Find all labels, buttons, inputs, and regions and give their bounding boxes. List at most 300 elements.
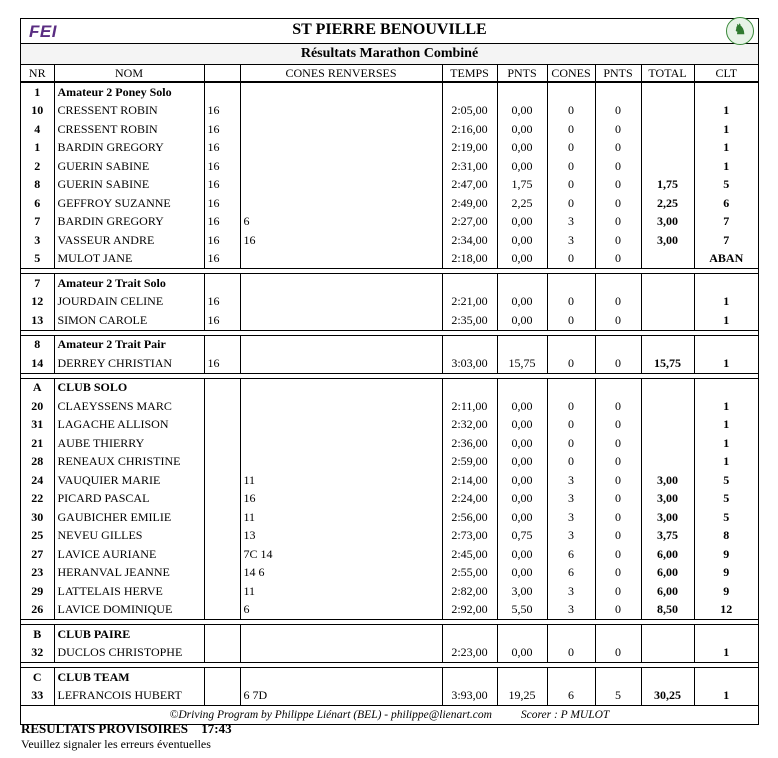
- cell-pnts-2: 0: [595, 397, 641, 416]
- cell-clt: 1: [723, 645, 730, 660]
- cell-temps: 2:21,00: [442, 293, 497, 312]
- cell-pnts-2: 0: [595, 354, 641, 373]
- cell-n: [204, 687, 240, 706]
- cell-n: 16: [204, 157, 240, 176]
- cell-pnts: 0,00: [497, 490, 547, 509]
- cell-cones: 6: [547, 687, 595, 706]
- cell-clt: 5: [723, 491, 730, 506]
- cell-total: 3,00: [641, 508, 694, 527]
- cell-cones-renverses: 6: [240, 213, 442, 232]
- empty-cell: [641, 668, 694, 687]
- cell-n: 16: [204, 293, 240, 312]
- cell-temps: 2:47,00: [442, 176, 497, 195]
- category-row: [21, 82, 758, 102]
- cell-clt: 8: [723, 528, 730, 543]
- table-row: [21, 471, 758, 490]
- cell-nr: 22: [21, 490, 54, 509]
- cell-total: [641, 102, 694, 121]
- empty-cell: [547, 82, 595, 102]
- cell-pnts-2: 0: [595, 139, 641, 158]
- cell-pnts: 0,00: [497, 250, 547, 269]
- cell-n: 16: [204, 120, 240, 139]
- cell-total: [641, 293, 694, 312]
- cell-cones: 3: [547, 490, 595, 509]
- empty-cell: [442, 378, 497, 397]
- cell-total: [641, 139, 694, 158]
- cell-nom: GAUBICHER EMILIE: [54, 508, 204, 527]
- cell-total: 3,00: [641, 490, 694, 509]
- cell-pnts-2: 0: [595, 311, 641, 330]
- cell-total: [641, 453, 694, 472]
- cell-n: [204, 644, 240, 663]
- empty-cell: [204, 335, 240, 354]
- empty-cell: [641, 274, 694, 293]
- table-row: [21, 601, 758, 620]
- empty-cell: [547, 668, 595, 687]
- cell-nom: AUBE THIERRY: [54, 434, 204, 453]
- cell-pnts-2: 0: [595, 213, 641, 232]
- empty-cell: [497, 335, 547, 354]
- cell-pnts: 0,00: [497, 157, 547, 176]
- cell-pnts: 0,00: [497, 471, 547, 490]
- cell-pnts-2: 0: [595, 490, 641, 509]
- cell-clt: 9: [723, 546, 730, 561]
- cell-total: [641, 644, 694, 663]
- table-row: [21, 354, 758, 373]
- provisional-label: RESULTATS PROVISOIRES: [21, 721, 189, 736]
- cell-pnts: 0,00: [497, 139, 547, 158]
- empty-cell: [595, 668, 641, 687]
- cell-clt: 1: [723, 355, 730, 370]
- cell-n: 16: [204, 311, 240, 330]
- cell-pnts: 0,00: [497, 564, 547, 583]
- cell-pnts: 0,00: [497, 293, 547, 312]
- cell-nr: 4: [21, 120, 54, 139]
- cell-temps: 2:56,00: [442, 508, 497, 527]
- empty-cell: [595, 335, 641, 354]
- cell-temps: 2:32,00: [442, 416, 497, 435]
- category-name: CLUB PAIRE: [54, 625, 204, 644]
- empty-cell: [694, 82, 758, 102]
- empty-cell: [595, 625, 641, 644]
- provisional-results: [21, 721, 232, 737]
- cell-nr: 31: [21, 416, 54, 435]
- cell-cones-renverses: [240, 120, 442, 139]
- cell-nr: 10: [21, 102, 54, 121]
- col-header-temps: TEMPS: [442, 65, 497, 82]
- cell-cones: 0: [547, 250, 595, 269]
- empty-cell: [240, 335, 442, 354]
- table-row: [21, 687, 758, 706]
- cell-pnts-2: 0: [595, 120, 641, 139]
- fei-logo: FEI: [29, 22, 57, 41]
- cell-nom: LAGACHE ALLISON: [54, 416, 204, 435]
- cell-nr: 29: [21, 582, 54, 601]
- empty-cell: [595, 82, 641, 102]
- table-row: [21, 194, 758, 213]
- cell-total: 6,00: [641, 545, 694, 564]
- cell-nom: GUERIN SABINE: [54, 176, 204, 195]
- cell-pnts: 15,75: [497, 354, 547, 373]
- cell-pnts-2: 0: [595, 453, 641, 472]
- cell-cones: 3: [547, 471, 595, 490]
- cell-nr: 14: [21, 354, 54, 373]
- cell-temps: 2:36,00: [442, 434, 497, 453]
- cell-nom: JOURDAIN CELINE: [54, 293, 204, 312]
- cell-temps: 2:55,00: [442, 564, 497, 583]
- table-row: [21, 564, 758, 583]
- cell-temps: 2:23,00: [442, 644, 497, 663]
- provisional-time: 17:43: [201, 721, 232, 736]
- cell-total: 1,75: [641, 176, 694, 195]
- empty-cell: [240, 625, 442, 644]
- cell-total: [641, 416, 694, 435]
- cell-temps: 2:59,00: [442, 453, 497, 472]
- table-row: [21, 582, 758, 601]
- category-code: A: [21, 378, 54, 397]
- cell-nr: 1: [21, 139, 54, 158]
- cell-cones: 3: [547, 508, 595, 527]
- cell-pnts-2: 0: [595, 527, 641, 546]
- col-header-nr: NR: [21, 65, 54, 82]
- cell-cones: 3: [547, 231, 595, 250]
- cell-temps: 3:03,00: [442, 354, 497, 373]
- cell-cones-renverses: [240, 434, 442, 453]
- cell-cones: 0: [547, 120, 595, 139]
- cell-pnts: 0,00: [497, 644, 547, 663]
- cell-nr: 3: [21, 231, 54, 250]
- cell-clt: 1: [723, 294, 730, 309]
- cell-total: 6,00: [641, 582, 694, 601]
- results-sheet: [20, 18, 759, 725]
- table-row: [21, 120, 758, 139]
- cell-clt: 1: [723, 121, 730, 136]
- cell-n: [204, 582, 240, 601]
- cell-nom: CRESSENT ROBIN: [54, 120, 204, 139]
- cell-cones-renverses: [240, 416, 442, 435]
- cell-clt: 12: [720, 602, 733, 617]
- cell-cones: 0: [547, 139, 595, 158]
- category-code: 1: [21, 82, 54, 102]
- cell-pnts-2: 0: [595, 508, 641, 527]
- empty-cell: [694, 335, 758, 354]
- cell-clt: 5: [723, 509, 730, 524]
- cell-nr: 20: [21, 397, 54, 416]
- table-row: [21, 434, 758, 453]
- cell-nom: VAUQUIER MARIE: [54, 471, 204, 490]
- empty-cell: [240, 378, 442, 397]
- cell-pnts: 0,00: [497, 545, 547, 564]
- cell-pnts: 0,00: [497, 508, 547, 527]
- cell-cones: 3: [547, 213, 595, 232]
- cell-n: [204, 434, 240, 453]
- cell-temps: 2:18,00: [442, 250, 497, 269]
- empty-cell: [547, 625, 595, 644]
- cell-clt: 9: [723, 583, 730, 598]
- cell-cones: 6: [547, 545, 595, 564]
- cell-nr: 2: [21, 157, 54, 176]
- empty-cell: [442, 668, 497, 687]
- cell-cones: 0: [547, 453, 595, 472]
- cell-pnts: 0,00: [497, 416, 547, 435]
- cell-nr: 6: [21, 194, 54, 213]
- cell-total: 30,25: [641, 687, 694, 706]
- cell-clt: 1: [723, 158, 730, 173]
- cell-clt: 5: [723, 472, 730, 487]
- empty-cell: [497, 82, 547, 102]
- cell-clt: 1: [723, 417, 730, 432]
- cell-pnts: 1,75: [497, 176, 547, 195]
- col-header-total: TOTAL: [641, 65, 694, 82]
- cell-cones-renverses: 14 6: [240, 564, 442, 583]
- cell-total: [641, 120, 694, 139]
- cell-cones-renverses: 16: [240, 231, 442, 250]
- scorer-label: Scorer : P MULOT: [520, 709, 610, 721]
- cell-temps: 2:31,00: [442, 157, 497, 176]
- cell-nr: 5: [21, 250, 54, 269]
- cell-nr: 33: [21, 687, 54, 706]
- col-header-pnts-2: PNTS: [595, 65, 641, 82]
- empty-cell: [204, 378, 240, 397]
- cell-nr: 24: [21, 471, 54, 490]
- col-header-clt: CLT: [694, 65, 758, 82]
- cell-n: [204, 490, 240, 509]
- empty-cell: [204, 274, 240, 293]
- cell-total: 8,50: [641, 601, 694, 620]
- empty-cell: [641, 335, 694, 354]
- cell-n: 16: [204, 139, 240, 158]
- cell-temps: 2:35,00: [442, 311, 497, 330]
- empty-cell: [547, 274, 595, 293]
- cell-pnts: 0,00: [497, 102, 547, 121]
- empty-cell: [694, 378, 758, 397]
- cell-temps: 2:05,00: [442, 102, 497, 121]
- cell-n: 16: [204, 213, 240, 232]
- cell-pnts: 5,50: [497, 601, 547, 620]
- cell-nom: CRESSENT ROBIN: [54, 102, 204, 121]
- cell-nom: LAVICE AURIANE: [54, 545, 204, 564]
- error-notice: Veuillez signaler les erreurs éventuelles: [21, 737, 211, 751]
- cell-total: 15,75: [641, 354, 694, 373]
- cell-cones: 0: [547, 434, 595, 453]
- category-code: B: [21, 625, 54, 644]
- cell-pnts: 3,00: [497, 582, 547, 601]
- cell-cones: 6: [547, 564, 595, 583]
- cell-n: [204, 564, 240, 583]
- cell-pnts-2: 0: [595, 293, 641, 312]
- empty-cell: [595, 274, 641, 293]
- cell-total: 3,00: [641, 471, 694, 490]
- empty-cell: [641, 378, 694, 397]
- cell-cones-renverses: 11: [240, 582, 442, 601]
- cell-clt: 9: [723, 565, 730, 580]
- empty-cell: [497, 274, 547, 293]
- cell-nom: LEFRANCOIS HUBERT: [54, 687, 204, 706]
- cell-cones-renverses: [240, 194, 442, 213]
- table-row: [21, 490, 758, 509]
- category-name: Amateur 2 Trait Solo: [54, 274, 204, 293]
- cell-clt: 5: [723, 177, 730, 192]
- table-row: [21, 416, 758, 435]
- cell-clt: ABAN: [709, 251, 744, 266]
- empty-cell: [240, 82, 442, 102]
- empty-cell: [547, 335, 595, 354]
- empty-cell: [442, 625, 497, 644]
- cell-nom: PICARD PASCAL: [54, 490, 204, 509]
- cell-n: 16: [204, 250, 240, 269]
- empty-cell: [204, 625, 240, 644]
- cell-cones: 0: [547, 644, 595, 663]
- cell-temps: 2:45,00: [442, 545, 497, 564]
- empty-cell: [497, 668, 547, 687]
- cell-cones: 0: [547, 102, 595, 121]
- category-row: [21, 378, 758, 397]
- cell-cones-renverses: [240, 644, 442, 663]
- cell-cones-renverses: [240, 157, 442, 176]
- cell-cones-renverses: 13: [240, 527, 442, 546]
- cell-cones-renverses: [240, 453, 442, 472]
- cell-nom: BARDIN GREGORY: [54, 213, 204, 232]
- cell-nom: RENEAUX CHRISTINE: [54, 453, 204, 472]
- cell-clt: 6: [723, 195, 730, 210]
- cell-clt: 1: [723, 398, 730, 413]
- cell-clt: 1: [723, 140, 730, 155]
- cell-nr: 30: [21, 508, 54, 527]
- cell-temps: 2:27,00: [442, 213, 497, 232]
- cell-total: [641, 434, 694, 453]
- category-name: Amateur 2 Trait Pair: [54, 335, 204, 354]
- empty-cell: [547, 378, 595, 397]
- cell-clt: 1: [723, 454, 730, 469]
- cell-pnts: 0,00: [497, 311, 547, 330]
- empty-cell: [641, 625, 694, 644]
- cell-nr: 27: [21, 545, 54, 564]
- cell-cones-renverses: [240, 250, 442, 269]
- cell-clt: 1: [723, 312, 730, 327]
- cell-cones: 3: [547, 582, 595, 601]
- table-row: [21, 250, 758, 269]
- table-row: [21, 508, 758, 527]
- table-row: [21, 213, 758, 232]
- cell-n: [204, 601, 240, 620]
- cell-pnts-2: 0: [595, 471, 641, 490]
- cell-nr: 28: [21, 453, 54, 472]
- cell-temps: 2:24,00: [442, 490, 497, 509]
- cell-temps: 2:82,00: [442, 582, 497, 601]
- cell-pnts-2: 0: [595, 416, 641, 435]
- cell-pnts-2: 0: [595, 250, 641, 269]
- col-header-cones-renverses: CONES RENVERSES: [240, 65, 442, 82]
- empty-cell: [497, 625, 547, 644]
- cell-total: 6,00: [641, 564, 694, 583]
- cell-cones: 0: [547, 416, 595, 435]
- cell-cones-renverses: [240, 354, 442, 373]
- cell-cones-renverses: 11: [240, 471, 442, 490]
- cell-pnts-2: 0: [595, 102, 641, 121]
- table-row: [21, 293, 758, 312]
- cell-pnts-2: 0: [595, 231, 641, 250]
- cell-pnts-2: 0: [595, 644, 641, 663]
- table-row: [21, 527, 758, 546]
- cell-cones-renverses: [240, 293, 442, 312]
- empty-cell: [442, 335, 497, 354]
- table-row: [21, 545, 758, 564]
- table-row: [21, 176, 758, 195]
- cell-pnts-2: 0: [595, 564, 641, 583]
- col-header-pnts: PNTS: [497, 65, 547, 82]
- cell-temps: 2:14,00: [442, 471, 497, 490]
- cell-temps: 2:73,00: [442, 527, 497, 546]
- cell-total: [641, 157, 694, 176]
- cell-n: [204, 508, 240, 527]
- cell-cones-renverses: 16: [240, 490, 442, 509]
- cell-nr: 7: [21, 213, 54, 232]
- table-row: [21, 644, 758, 663]
- cell-pnts: 0,00: [497, 213, 547, 232]
- cell-nr: 32: [21, 644, 54, 663]
- cell-n: 16: [204, 102, 240, 121]
- table-row: [21, 311, 758, 330]
- cell-pnts: 0,00: [497, 453, 547, 472]
- cell-temps: 2:92,00: [442, 601, 497, 620]
- empty-cell: [240, 274, 442, 293]
- cell-nom: SIMON CAROLE: [54, 311, 204, 330]
- cell-nom: CLAEYSSENS MARC: [54, 397, 204, 416]
- cell-cones: 3: [547, 527, 595, 546]
- cell-cones: 0: [547, 194, 595, 213]
- col-header-cones: CONES: [547, 65, 595, 82]
- cell-total: [641, 397, 694, 416]
- cell-cones: 0: [547, 354, 595, 373]
- cell-pnts-2: 0: [595, 545, 641, 564]
- cell-temps: 2:34,00: [442, 231, 497, 250]
- cell-total: 2,25: [641, 194, 694, 213]
- cell-total: 3,75: [641, 527, 694, 546]
- cell-nom: GUERIN SABINE: [54, 157, 204, 176]
- category-name: CLUB SOLO: [54, 378, 204, 397]
- category-row: [21, 668, 758, 687]
- table-row: [21, 139, 758, 158]
- cell-n: [204, 527, 240, 546]
- cell-total: [641, 250, 694, 269]
- cell-temps: 2:16,00: [442, 120, 497, 139]
- category-row: [21, 274, 758, 293]
- cell-nr: 25: [21, 527, 54, 546]
- cell-cones: 0: [547, 311, 595, 330]
- cell-nom: BARDIN GREGORY: [54, 139, 204, 158]
- cell-pnts: 0,00: [497, 120, 547, 139]
- table-row: [21, 157, 758, 176]
- cell-nom: MULOT JANE: [54, 250, 204, 269]
- cell-nr: 21: [21, 434, 54, 453]
- cell-cones: 0: [547, 397, 595, 416]
- cell-nr: 8: [21, 176, 54, 195]
- empty-cell: [442, 82, 497, 102]
- results-subtitle: Résultats Marathon Combiné: [21, 44, 758, 65]
- cell-nr: 12: [21, 293, 54, 312]
- col-header-blank: [204, 65, 240, 82]
- cell-cones-renverses: [240, 139, 442, 158]
- cell-nom: GEFFROY SUZANNE: [54, 194, 204, 213]
- category-row: [21, 335, 758, 354]
- cell-nr: 23: [21, 564, 54, 583]
- category-name: CLUB TEAM: [54, 668, 204, 687]
- event-title: ST PIERRE BENOUVILLE: [292, 21, 487, 38]
- cell-nom: NEVEU GILLES: [54, 527, 204, 546]
- cell-nom: LAVICE DOMINIQUE: [54, 601, 204, 620]
- program-credit: ©Driving Program by Philippe Liénart (BEL) - philippe@lienart.com: [169, 709, 492, 721]
- category-code: 8: [21, 335, 54, 354]
